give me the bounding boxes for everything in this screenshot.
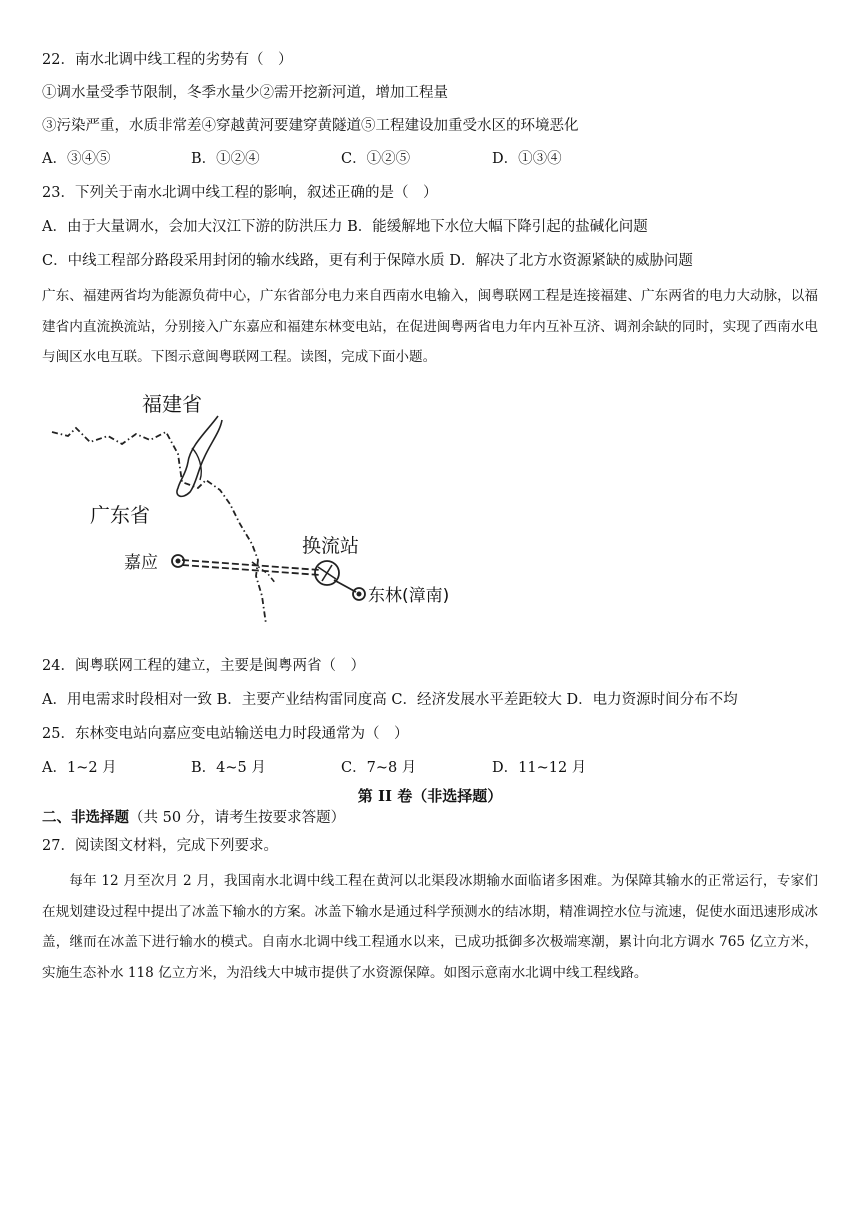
q27-stem: 27．阅读图文材料，完成下列要求。 (42, 838, 278, 854)
label-guangdong: 广东省 (90, 503, 150, 527)
transmission-line-east (334, 580, 356, 592)
section-2-heading-rest: （共 50 分，请考生按要求答题） (129, 810, 346, 826)
q22-statement-1: ①调水量受季节限制，冬季水量少②需开挖新河道，增加工程量 (42, 85, 448, 101)
section-2-heading-bold: 二、非选择题 (42, 809, 129, 826)
label-converter-station: 换流站 (302, 535, 360, 557)
q24-stem: 24．闽粤联网工程的建立，主要是闽粤两省（ ） (42, 658, 365, 674)
q23-options-cd: C．中线工程部分路段采用封闭的输水线路，更有利于保障水质 D．解决了北方水资源紧缺的威胁问题 (42, 253, 693, 269)
q22-option-c: C．①②⑤ (341, 151, 411, 167)
material-paragraph-1: 广东、福建两省均为能源负荷中心，广东省部分电力来自西南水电输入，闽粤联网工程是连接福建、广东两省的电力大动脉，以福建省内直流换流站，分别接入广东嘉应和福建东林变电站，在促进闽粤两省电力年内互补互济、调剂余缺的同时，实现了西南水电与闽区水电互联。下图示意闽粤联网工程。读图，完成下面小题。 (42, 288, 818, 365)
label-donglin: 东林(漳南) (368, 586, 450, 606)
q25-option-c: C．7~8 月 (341, 760, 417, 776)
transmission-line (182, 560, 320, 570)
q22-option-d: D．①③④ (492, 151, 562, 167)
transmission-line-parallel (182, 565, 320, 575)
q24-options: A．用电需求时段相对一致 B．主要产业结构雷同度高 C．经济发展水平差距较大 D．电力资源时间分布不均 (42, 692, 738, 708)
province-boundary (52, 428, 266, 624)
q22-statement-2: ③污染严重，水质非常差④穿越黄河要建穿黄隧道⑤工程建设加重受水区的环境恶化 (42, 118, 579, 134)
q25-option-d: D．11~12 月 (492, 760, 587, 776)
min-yue-grid-map (40, 384, 480, 634)
river (177, 416, 222, 496)
section-2-title: 第 II 卷（非选择题） (357, 787, 503, 805)
q25-option-b: B．4~5 月 (191, 760, 266, 776)
q25-option-a: A．1~2 月 (42, 760, 117, 776)
label-fujian: 福建省 (142, 392, 202, 416)
q27-material: 每年 12 月至次月 2 月，我国南水北调中线工程在黄河以北渠段冰期输水面临诸多困难。为保障其输水的正常运行，专家们在规划建设过程中提出了冰盖下输水的方案。冰盖下输水是通过科学预测水的结冰期，精准调控水位与流速，促使水面迅速形成冰盖，继而在冰盖下进行输水的模式。自南水北调中线工程通水以来，已成功抵御多次极端寒潮，累计向北方调水 765 亿立方米，实施生态补水 118 亿立方米，为沿线大中城市提供了水资源保障。如图示意南水北调中线工程线路。 (42, 873, 818, 981)
q22-option-a: A．③④⑤ (42, 151, 111, 167)
q25-stem: 25．东林变电站向嘉应变电站输送电力时段通常为（ ） (42, 726, 409, 742)
q23-options-ab: A．由于大量调水，会加大汉江下游的防洪压力 B．能缓解地下水位大幅下降引起的盐碱化问题 (42, 219, 648, 235)
q22-stem: 22．南水北调中线工程的劣势有（ ） (42, 52, 293, 68)
section-2-heading (42, 808, 345, 828)
q22-option-b: B．①②④ (191, 151, 260, 167)
q23-stem: 23．下列关于南水北调中线工程的影响，叙述正确的是（ ） (42, 185, 438, 201)
label-jiaying: 嘉应 (124, 553, 158, 573)
